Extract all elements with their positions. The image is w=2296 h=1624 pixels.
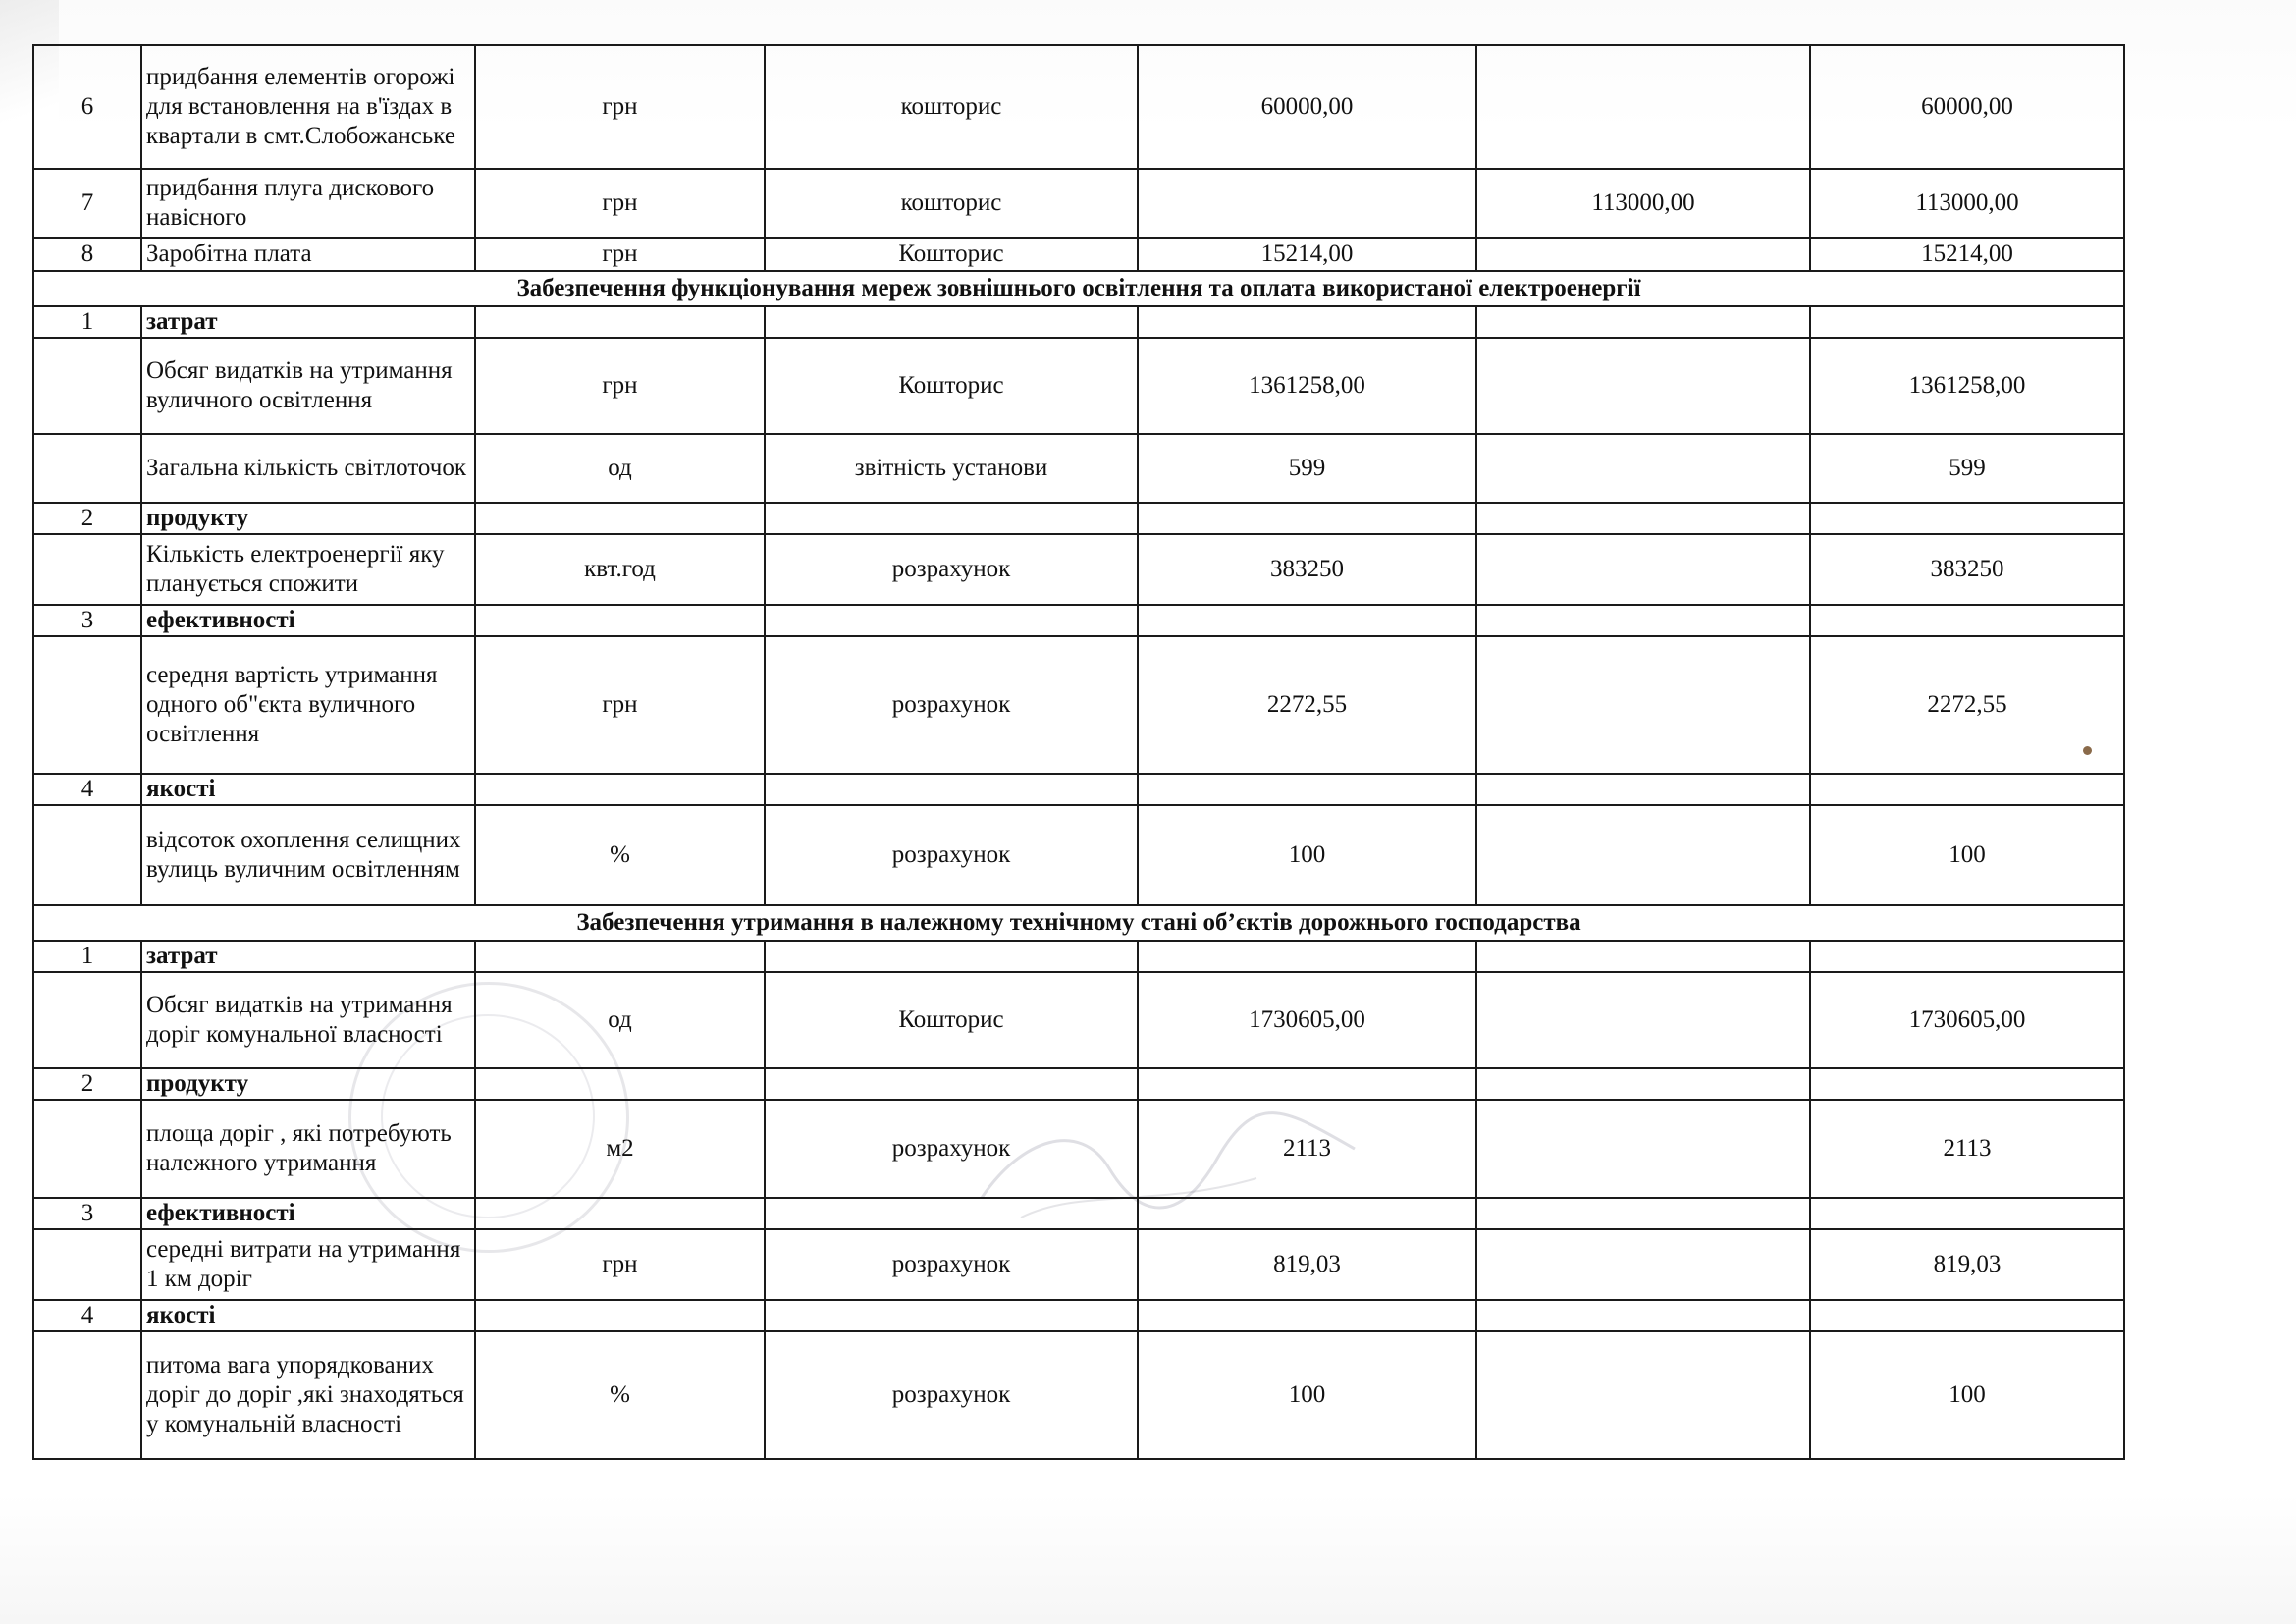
unit-cell: %	[475, 805, 765, 905]
empty-cell	[1138, 503, 1476, 534]
section-header-row	[33, 905, 2124, 941]
total-value: 383250	[1810, 534, 2124, 605]
empty-cell	[1138, 774, 1476, 805]
special-fund-value	[1476, 805, 1810, 905]
empty-cell	[1810, 605, 2124, 636]
empty-cell	[765, 1198, 1138, 1229]
empty-cell	[1476, 503, 1810, 534]
source-cell: Кошторис	[765, 972, 1138, 1068]
empty-cell	[475, 941, 765, 972]
unit-cell: од	[475, 434, 765, 503]
category-label: продукту	[141, 503, 475, 534]
source-cell: розрахунок	[765, 636, 1138, 774]
empty-cell	[1476, 941, 1810, 972]
general-fund-value: 1730605,00	[1138, 972, 1476, 1068]
empty-cell	[765, 774, 1138, 805]
indicator-name: придбання елементів огорожі для встановлення на в'їздах в квартали в смт.Слобожанське	[141, 45, 475, 169]
source-cell: розрахунок	[765, 805, 1138, 905]
row-number: 1	[33, 941, 141, 972]
empty-cell	[765, 1300, 1138, 1331]
source-cell: звітність установи	[765, 434, 1138, 503]
source-cell: Кошторис	[765, 338, 1138, 434]
empty-cell	[1810, 1198, 2124, 1229]
empty-cell	[1476, 605, 1810, 636]
empty-cell	[1810, 306, 2124, 338]
empty-cell	[1138, 1198, 1476, 1229]
table-row	[33, 1100, 2124, 1198]
source-cell: розрахунок	[765, 1331, 1138, 1459]
empty-cell	[765, 941, 1138, 972]
total-value: 2113	[1810, 1100, 2124, 1198]
unit-cell: м2	[475, 1100, 765, 1198]
empty-cell	[1476, 1198, 1810, 1229]
indicator-name: площа доріг , які потребують належного утримання	[141, 1100, 475, 1198]
table-row	[33, 45, 2124, 169]
special-fund-value	[1476, 636, 1810, 774]
empty-cell	[1476, 1300, 1810, 1331]
row-number	[33, 636, 141, 774]
category-row	[33, 1300, 2124, 1331]
empty-cell	[1810, 1300, 2124, 1331]
general-fund-value: 15214,00	[1138, 238, 1476, 271]
category-label: якості	[141, 774, 475, 805]
empty-cell	[475, 774, 765, 805]
source-cell: Кошторис	[765, 238, 1138, 271]
row-number	[33, 805, 141, 905]
row-number: 6	[33, 45, 141, 169]
row-number	[33, 534, 141, 605]
empty-cell	[1476, 1068, 1810, 1100]
category-label: якості	[141, 1300, 475, 1331]
table-row	[33, 434, 2124, 503]
unit-cell: грн	[475, 169, 765, 238]
empty-cell	[1476, 774, 1810, 805]
general-fund-value: 599	[1138, 434, 1476, 503]
category-row	[33, 503, 2124, 534]
empty-cell	[765, 1068, 1138, 1100]
indicator-name: Кількість електроенергії яку планується спожити	[141, 534, 475, 605]
empty-cell	[1810, 774, 2124, 805]
row-number: 3	[33, 1198, 141, 1229]
budget-indicators-table	[32, 44, 2125, 1460]
unit-cell: од	[475, 972, 765, 1068]
indicator-name: Обсяг видатків на утримання вуличного освітлення	[141, 338, 475, 434]
general-fund-value: 819,03	[1138, 1229, 1476, 1300]
empty-cell	[765, 605, 1138, 636]
unit-cell: грн	[475, 636, 765, 774]
general-fund-value: 100	[1138, 805, 1476, 905]
general-fund-value: 60000,00	[1138, 45, 1476, 169]
category-label: ефективності	[141, 1198, 475, 1229]
indicator-name: Обсяг видатків на утримання доріг комунальної власності	[141, 972, 475, 1068]
special-fund-value	[1476, 1331, 1810, 1459]
row-number	[33, 1100, 141, 1198]
total-value: 2272,55	[1810, 636, 2124, 774]
general-fund-value	[1138, 169, 1476, 238]
empty-cell	[1810, 1068, 2124, 1100]
row-number: 4	[33, 1300, 141, 1331]
table-row	[33, 972, 2124, 1068]
indicator-name: середні витрати на утримання 1 км доріг	[141, 1229, 475, 1300]
indicator-name: питома вага упорядкованих доріг до доріг ,які знаходяться у комунальній власності	[141, 1331, 475, 1459]
special-fund-value	[1476, 972, 1810, 1068]
special-fund-value	[1476, 45, 1810, 169]
general-fund-value: 383250	[1138, 534, 1476, 605]
general-fund-value: 100	[1138, 1331, 1476, 1459]
empty-cell	[765, 306, 1138, 338]
special-fund-value: 113000,00	[1476, 169, 1810, 238]
special-fund-value	[1476, 1100, 1810, 1198]
category-row	[33, 306, 2124, 338]
total-value: 819,03	[1810, 1229, 2124, 1300]
source-cell: розрахунок	[765, 1100, 1138, 1198]
row-number: 2	[33, 1068, 141, 1100]
empty-cell	[475, 503, 765, 534]
total-value: 15214,00	[1810, 238, 2124, 271]
unit-cell: грн	[475, 45, 765, 169]
table-row	[33, 1331, 2124, 1459]
indicator-name: Заробітна плата	[141, 238, 475, 271]
special-fund-value	[1476, 1229, 1810, 1300]
table-row	[33, 1229, 2124, 1300]
category-row	[33, 941, 2124, 972]
table-row	[33, 338, 2124, 434]
total-value: 100	[1810, 805, 2124, 905]
indicator-name: відсоток охоплення селищних вулиць вуличним освітленням	[141, 805, 475, 905]
empty-cell	[1476, 306, 1810, 338]
table-row	[33, 534, 2124, 605]
category-row	[33, 1198, 2124, 1229]
total-value: 1361258,00	[1810, 338, 2124, 434]
general-fund-value: 2272,55	[1138, 636, 1476, 774]
empty-cell	[1138, 1300, 1476, 1331]
source-cell: кошторис	[765, 169, 1138, 238]
row-number	[33, 338, 141, 434]
category-label: ефективності	[141, 605, 475, 636]
empty-cell	[1138, 605, 1476, 636]
category-label: затрат	[141, 306, 475, 338]
empty-cell	[475, 306, 765, 338]
row-number	[33, 1331, 141, 1459]
special-fund-value	[1476, 338, 1810, 434]
total-value: 113000,00	[1810, 169, 2124, 238]
indicator-name: середня вартість утримання одного об"єкта вуличного освітлення	[141, 636, 475, 774]
empty-cell	[475, 605, 765, 636]
empty-cell	[1138, 941, 1476, 972]
table-row	[33, 805, 2124, 905]
general-fund-value: 1361258,00	[1138, 338, 1476, 434]
row-number: 8	[33, 238, 141, 271]
empty-cell	[1810, 503, 2124, 534]
row-number: 2	[33, 503, 141, 534]
empty-cell	[475, 1068, 765, 1100]
total-value: 599	[1810, 434, 2124, 503]
category-label: продукту	[141, 1068, 475, 1100]
table-row	[33, 636, 2124, 774]
total-value: 100	[1810, 1331, 2124, 1459]
empty-cell	[1810, 941, 2124, 972]
total-value: 60000,00	[1810, 45, 2124, 169]
row-number: 3	[33, 605, 141, 636]
unit-cell: %	[475, 1331, 765, 1459]
source-cell: розрахунок	[765, 1229, 1138, 1300]
special-fund-value	[1476, 238, 1810, 271]
indicator-name: придбання плуга дискового навісного	[141, 169, 475, 238]
section-title: Забезпечення утримання в належному технічному стані об’єктів дорожнього господарства	[33, 905, 2124, 941]
category-row	[33, 605, 2124, 636]
table-row	[33, 169, 2124, 238]
section-title: Забезпечення функціонування мереж зовнішнього освітлення та оплата використаної електроенергії	[33, 271, 2124, 306]
unit-cell: квт.год	[475, 534, 765, 605]
unit-cell: грн	[475, 1229, 765, 1300]
category-label: затрат	[141, 941, 475, 972]
empty-cell	[765, 503, 1138, 534]
section-header-row	[33, 271, 2124, 306]
category-row	[33, 1068, 2124, 1100]
table-row	[33, 238, 2124, 271]
row-number: 4	[33, 774, 141, 805]
special-fund-value	[1476, 534, 1810, 605]
row-number	[33, 1229, 141, 1300]
empty-cell	[1138, 1068, 1476, 1100]
source-cell: кошторис	[765, 45, 1138, 169]
total-value: 1730605,00	[1810, 972, 2124, 1068]
indicator-name: Загальна кількість світлоточок	[141, 434, 475, 503]
empty-cell	[1138, 306, 1476, 338]
source-cell: розрахунок	[765, 534, 1138, 605]
special-fund-value	[1476, 434, 1810, 503]
unit-cell: грн	[475, 238, 765, 271]
general-fund-value: 2113	[1138, 1100, 1476, 1198]
row-number: 7	[33, 169, 141, 238]
empty-cell	[475, 1300, 765, 1331]
empty-cell	[475, 1198, 765, 1229]
unit-cell: грн	[475, 338, 765, 434]
category-row	[33, 774, 2124, 805]
row-number: 1	[33, 306, 141, 338]
row-number	[33, 434, 141, 503]
row-number	[33, 972, 141, 1068]
